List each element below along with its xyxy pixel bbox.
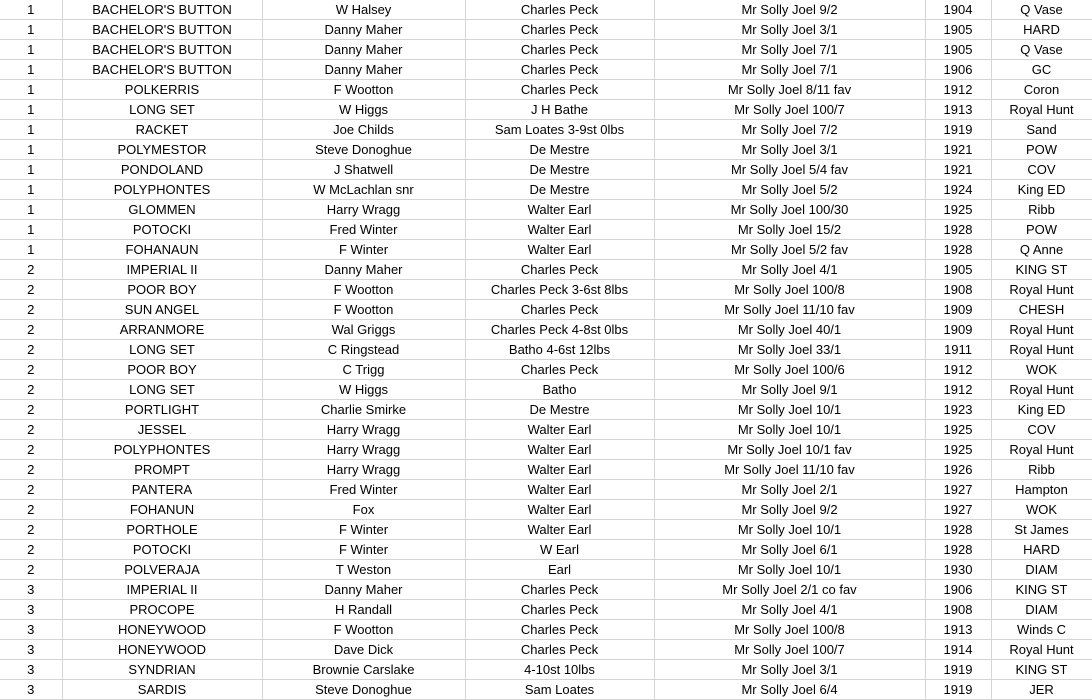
race-cell[interactable]: Q Vase	[991, 40, 1092, 60]
horse-cell[interactable]: POOR BOY	[62, 280, 262, 300]
race-cell[interactable]: COV	[991, 160, 1092, 180]
place-cell[interactable]: 2	[0, 380, 62, 400]
jockey-cell[interactable]: Harry Wragg	[262, 200, 465, 220]
year-cell[interactable]: 1908	[925, 600, 991, 620]
race-cell[interactable]: Ribb	[991, 200, 1092, 220]
owner-odds-cell[interactable]: Mr Solly Joel 9/2	[654, 500, 925, 520]
year-cell[interactable]: 1928	[925, 540, 991, 560]
jockey-cell[interactable]: F Winter	[262, 240, 465, 260]
year-cell[interactable]: 1906	[925, 580, 991, 600]
table-row	[0, 160, 1092, 180]
place-cell[interactable]: 1	[0, 40, 62, 60]
trainer-cell[interactable]: Charles Peck	[465, 80, 654, 100]
jockey-cell[interactable]: Danny Maher	[262, 580, 465, 600]
owner-odds-cell[interactable]: Mr Solly Joel 15/2	[654, 220, 925, 240]
year-cell[interactable]: 1913	[925, 100, 991, 120]
table-row	[0, 0, 1092, 20]
year-cell[interactable]: 1911	[925, 340, 991, 360]
place-cell[interactable]: 2	[0, 400, 62, 420]
horse-cell[interactable]: POLKERRIS	[62, 80, 262, 100]
jockey-cell[interactable]: Joe Childs	[262, 120, 465, 140]
horse-cell[interactable]: PORTHOLE	[62, 520, 262, 540]
jockey-cell[interactable]: Harry Wragg	[262, 460, 465, 480]
trainer-cell[interactable]: Charles Peck	[465, 60, 654, 80]
place-cell[interactable]: 1	[0, 220, 62, 240]
place-cell[interactable]: 2	[0, 260, 62, 280]
jockey-cell[interactable]: F Wootton	[262, 280, 465, 300]
year-cell[interactable]: 1919	[925, 680, 991, 700]
table-row	[0, 180, 1092, 200]
horse-cell[interactable]: BACHELOR'S BUTTON	[62, 0, 262, 20]
jockey-cell[interactable]: F Wootton	[262, 620, 465, 640]
place-cell[interactable]: 1	[0, 100, 62, 120]
jockey-cell[interactable]: Harry Wragg	[262, 440, 465, 460]
horse-cell[interactable]: LONG SET	[62, 100, 262, 120]
jockey-cell[interactable]: W Higgs	[262, 380, 465, 400]
year-cell[interactable]: 1930	[925, 560, 991, 580]
jockey-cell[interactable]: Dave Dick	[262, 640, 465, 660]
year-cell[interactable]: 1928	[925, 240, 991, 260]
year-cell[interactable]: 1912	[925, 360, 991, 380]
horse-cell[interactable]: POOR BOY	[62, 360, 262, 380]
jockey-cell[interactable]: Fred Winter	[262, 220, 465, 240]
owner-odds-cell[interactable]: Mr Solly Joel 100/8	[654, 620, 925, 640]
horse-cell[interactable]: FOHANAUN	[62, 240, 262, 260]
trainer-cell[interactable]: 4-10st 10lbs	[465, 660, 654, 680]
table-row	[0, 140, 1092, 160]
race-cell[interactable]: King ED	[991, 400, 1092, 420]
horse-cell[interactable]: HONEYWOOD	[62, 620, 262, 640]
race-cell[interactable]: Q Vase	[991, 0, 1092, 20]
trainer-cell[interactable]: De Mestre	[465, 400, 654, 420]
year-cell[interactable]: 1913	[925, 620, 991, 640]
year-cell[interactable]: 1921	[925, 140, 991, 160]
owner-odds-cell[interactable]: Mr Solly Joel 7/2	[654, 120, 925, 140]
race-cell[interactable]: JER	[991, 680, 1092, 700]
jockey-cell[interactable]: Brownie Carslake	[262, 660, 465, 680]
year-cell[interactable]: 1925	[925, 420, 991, 440]
horse-cell[interactable]: POLVERAJA	[62, 560, 262, 580]
jockey-cell[interactable]: Fred Winter	[262, 480, 465, 500]
race-cell[interactable]: CHESH	[991, 300, 1092, 320]
place-cell[interactable]: 1	[0, 240, 62, 260]
table-row	[0, 680, 1092, 700]
place-cell[interactable]: 2	[0, 360, 62, 380]
horse-cell[interactable]: POLYMESTOR	[62, 140, 262, 160]
year-cell[interactable]: 1909	[925, 300, 991, 320]
trainer-cell[interactable]: Earl	[465, 560, 654, 580]
owner-odds-cell[interactable]: Mr Solly Joel 4/1	[654, 600, 925, 620]
jockey-cell[interactable]: Fox	[262, 500, 465, 520]
table-row	[0, 340, 1092, 360]
year-cell[interactable]: 1926	[925, 460, 991, 480]
year-cell[interactable]: 1914	[925, 640, 991, 660]
trainer-cell[interactable]: Charles Peck 4-8st 0lbs	[465, 320, 654, 340]
horse-cell[interactable]: ARRANMORE	[62, 320, 262, 340]
race-cell[interactable]: Winds C	[991, 620, 1092, 640]
trainer-cell[interactable]: Charles Peck	[465, 600, 654, 620]
owner-odds-cell[interactable]: Mr Solly Joel 10/1	[654, 520, 925, 540]
owner-odds-cell[interactable]: Mr Solly Joel 6/1	[654, 540, 925, 560]
place-cell[interactable]: 1	[0, 80, 62, 100]
owner-odds-cell[interactable]: Mr Solly Joel 33/1	[654, 340, 925, 360]
jockey-cell[interactable]: Danny Maher	[262, 260, 465, 280]
year-cell[interactable]: 1921	[925, 160, 991, 180]
year-cell[interactable]: 1912	[925, 380, 991, 400]
year-cell[interactable]: 1908	[925, 280, 991, 300]
table-row	[0, 480, 1092, 500]
owner-odds-cell[interactable]: Mr Solly Joel 5/4 fav	[654, 160, 925, 180]
table-row	[0, 60, 1092, 80]
trainer-cell[interactable]: Walter Earl	[465, 200, 654, 220]
horse-cell[interactable]: PROCOPE	[62, 600, 262, 620]
year-cell[interactable]: 1905	[925, 260, 991, 280]
race-cell[interactable]: DIAM	[991, 600, 1092, 620]
race-cell[interactable]: POW	[991, 220, 1092, 240]
owner-odds-cell[interactable]: Mr Solly Joel 10/1	[654, 400, 925, 420]
jockey-cell[interactable]: F Winter	[262, 520, 465, 540]
table-row	[0, 260, 1092, 280]
race-cell[interactable]: COV	[991, 420, 1092, 440]
trainer-cell[interactable]: Walter Earl	[465, 440, 654, 460]
horse-cell[interactable]: SYNDRIAN	[62, 660, 262, 680]
year-cell[interactable]: 1919	[925, 120, 991, 140]
jockey-cell[interactable]: F Wootton	[262, 300, 465, 320]
trainer-cell[interactable]: Sam Loates 3-9st 0lbs	[465, 120, 654, 140]
race-cell[interactable]: Royal Hunt	[991, 640, 1092, 660]
jockey-cell[interactable]: C Trigg	[262, 360, 465, 380]
trainer-cell[interactable]: Charles Peck	[465, 40, 654, 60]
year-cell[interactable]: 1909	[925, 320, 991, 340]
horse-cell[interactable]: JESSEL	[62, 420, 262, 440]
jockey-cell[interactable]: Charlie Smirke	[262, 400, 465, 420]
race-cell[interactable]: GC	[991, 60, 1092, 80]
owner-odds-cell[interactable]: Mr Solly Joel 6/4	[654, 680, 925, 700]
race-cell[interactable]: Royal Hunt	[991, 380, 1092, 400]
trainer-cell[interactable]: Walter Earl	[465, 480, 654, 500]
horse-cell[interactable]: BACHELOR'S BUTTON	[62, 40, 262, 60]
race-cell[interactable]: KING ST	[991, 660, 1092, 680]
table-row	[0, 300, 1092, 320]
year-cell[interactable]: 1923	[925, 400, 991, 420]
place-cell[interactable]: 2	[0, 340, 62, 360]
place-cell[interactable]: 2	[0, 420, 62, 440]
owner-odds-cell[interactable]: Mr Solly Joel 11/10 fav	[654, 300, 925, 320]
trainer-cell[interactable]: Walter Earl	[465, 460, 654, 480]
owner-odds-cell[interactable]: Mr Solly Joel 5/2	[654, 180, 925, 200]
horse-cell[interactable]: SUN ANGEL	[62, 300, 262, 320]
year-cell[interactable]: 1925	[925, 440, 991, 460]
place-cell[interactable]: 3	[0, 580, 62, 600]
horse-cell[interactable]: BACHELOR'S BUTTON	[62, 60, 262, 80]
place-cell[interactable]: 2	[0, 440, 62, 460]
place-cell[interactable]: 1	[0, 200, 62, 220]
year-cell[interactable]: 1928	[925, 520, 991, 540]
place-cell[interactable]: 2	[0, 540, 62, 560]
owner-odds-cell[interactable]: Mr Solly Joel 40/1	[654, 320, 925, 340]
place-cell[interactable]: 1	[0, 0, 62, 20]
table-row	[0, 640, 1092, 660]
race-cell[interactable]: Coron	[991, 80, 1092, 100]
year-cell[interactable]: 1927	[925, 480, 991, 500]
table-row	[0, 20, 1092, 40]
owner-odds-cell[interactable]: Mr Solly Joel 7/1	[654, 60, 925, 80]
place-cell[interactable]: 2	[0, 460, 62, 480]
jockey-cell[interactable]: F Winter	[262, 540, 465, 560]
jockey-cell[interactable]: H Randall	[262, 600, 465, 620]
table-row	[0, 80, 1092, 100]
place-cell[interactable]: 3	[0, 600, 62, 620]
place-cell[interactable]: 2	[0, 480, 62, 500]
horse-cell[interactable]: PONDOLAND	[62, 160, 262, 180]
place-cell[interactable]: 1	[0, 140, 62, 160]
year-cell[interactable]: 1925	[925, 200, 991, 220]
place-cell[interactable]: 1	[0, 60, 62, 80]
table-row	[0, 120, 1092, 140]
place-cell[interactable]: 2	[0, 500, 62, 520]
horse-cell[interactable]: IMPERIAL II	[62, 260, 262, 280]
jockey-cell[interactable]: Wal Griggs	[262, 320, 465, 340]
horse-cell[interactable]: POTOCKI	[62, 540, 262, 560]
table-row	[0, 500, 1092, 520]
race-cell[interactable]: Ribb	[991, 460, 1092, 480]
trainer-cell[interactable]: Charles Peck 3-6st 8lbs	[465, 280, 654, 300]
trainer-cell[interactable]: Charles Peck	[465, 20, 654, 40]
horse-cell[interactable]: IMPERIAL II	[62, 580, 262, 600]
table-row	[0, 540, 1092, 560]
table-row	[0, 440, 1092, 460]
trainer-cell[interactable]: Walter Earl	[465, 500, 654, 520]
year-cell[interactable]: 1904	[925, 0, 991, 20]
owner-odds-cell[interactable]: Mr Solly Joel 2/1	[654, 480, 925, 500]
table-row	[0, 400, 1092, 420]
trainer-cell[interactable]: Charles Peck	[465, 260, 654, 280]
horse-cell[interactable]: FOHANUN	[62, 500, 262, 520]
trainer-cell[interactable]: Walter Earl	[465, 420, 654, 440]
owner-odds-cell[interactable]: Mr Solly Joel 8/11 fav	[654, 80, 925, 100]
owner-odds-cell[interactable]: Mr Solly Joel 100/7	[654, 640, 925, 660]
place-cell[interactable]: 2	[0, 280, 62, 300]
owner-odds-cell[interactable]: Mr Solly Joel 9/2	[654, 0, 925, 20]
owner-odds-cell[interactable]: Mr Solly Joel 3/1	[654, 20, 925, 40]
table-row	[0, 580, 1092, 600]
horse-cell[interactable]: PROMPT	[62, 460, 262, 480]
horse-cell[interactable]: POLYPHONTES	[62, 180, 262, 200]
race-cell[interactable]: St James	[991, 520, 1092, 540]
jockey-cell[interactable]: W Higgs	[262, 100, 465, 120]
horse-cell[interactable]: RACKET	[62, 120, 262, 140]
race-cell[interactable]: Hampton	[991, 480, 1092, 500]
place-cell[interactable]: 1	[0, 180, 62, 200]
owner-odds-cell[interactable]: Mr Solly Joel 11/10 fav	[654, 460, 925, 480]
jockey-cell[interactable]: Steve Donoghue	[262, 140, 465, 160]
trainer-cell[interactable]: Walter Earl	[465, 220, 654, 240]
year-cell[interactable]: 1927	[925, 500, 991, 520]
race-cell[interactable]: POW	[991, 140, 1092, 160]
trainer-cell[interactable]: J H Bathe	[465, 100, 654, 120]
owner-odds-cell[interactable]: Mr Solly Joel 9/1	[654, 380, 925, 400]
trainer-cell[interactable]: Charles Peck	[465, 640, 654, 660]
race-cell[interactable]: Royal Hunt	[991, 100, 1092, 120]
horse-cell[interactable]: LONG SET	[62, 340, 262, 360]
place-cell[interactable]: 1	[0, 20, 62, 40]
place-cell[interactable]: 2	[0, 320, 62, 340]
owner-odds-cell[interactable]: Mr Solly Joel 2/1 co fav	[654, 580, 925, 600]
jockey-cell[interactable]: C Ringstead	[262, 340, 465, 360]
owner-odds-cell[interactable]: Mr Solly Joel 3/1	[654, 660, 925, 680]
table-row	[0, 460, 1092, 480]
trainer-cell[interactable]: Charles Peck	[465, 360, 654, 380]
place-cell[interactable]: 3	[0, 640, 62, 660]
table-row	[0, 380, 1092, 400]
year-cell[interactable]: 1906	[925, 60, 991, 80]
year-cell[interactable]: 1905	[925, 20, 991, 40]
owner-odds-cell[interactable]: Mr Solly Joel 5/2 fav	[654, 240, 925, 260]
table-row	[0, 560, 1092, 580]
table-row	[0, 600, 1092, 620]
year-cell[interactable]: 1924	[925, 180, 991, 200]
horse-cell[interactable]: BACHELOR'S BUTTON	[62, 20, 262, 40]
race-cell[interactable]: King ED	[991, 180, 1092, 200]
race-cell[interactable]: DIAM	[991, 560, 1092, 580]
race-cell[interactable]: KING ST	[991, 580, 1092, 600]
race-cell[interactable]: WOK	[991, 360, 1092, 380]
trainer-cell[interactable]: W Earl	[465, 540, 654, 560]
place-cell[interactable]: 1	[0, 160, 62, 180]
owner-odds-cell[interactable]: Mr Solly Joel 3/1	[654, 140, 925, 160]
table-row	[0, 620, 1092, 640]
trainer-cell[interactable]: Charles Peck	[465, 620, 654, 640]
trainer-cell[interactable]: Walter Earl	[465, 240, 654, 260]
trainer-cell[interactable]: Batho 4-6st 12lbs	[465, 340, 654, 360]
race-cell[interactable]: HARD	[991, 20, 1092, 40]
table-row	[0, 100, 1092, 120]
table-row	[0, 220, 1092, 240]
jockey-cell[interactable]: W Halsey	[262, 0, 465, 20]
year-cell[interactable]: 1912	[925, 80, 991, 100]
horse-cell[interactable]: POLYPHONTES	[62, 440, 262, 460]
table-row	[0, 40, 1092, 60]
place-cell[interactable]: 3	[0, 680, 62, 700]
place-cell[interactable]: 2	[0, 300, 62, 320]
trainer-cell[interactable]: Charles Peck	[465, 580, 654, 600]
trainer-cell[interactable]: De Mestre	[465, 160, 654, 180]
jockey-cell[interactable]: Steve Donoghue	[262, 680, 465, 700]
jockey-cell[interactable]: Danny Maher	[262, 20, 465, 40]
jockey-cell[interactable]: W McLachlan snr	[262, 180, 465, 200]
jockey-cell[interactable]: Danny Maher	[262, 60, 465, 80]
owner-odds-cell[interactable]: Mr Solly Joel 100/8	[654, 280, 925, 300]
table-row	[0, 320, 1092, 340]
owner-odds-cell[interactable]: Mr Solly Joel 100/6	[654, 360, 925, 380]
place-cell[interactable]: 3	[0, 660, 62, 680]
race-cell[interactable]: Royal Hunt	[991, 280, 1092, 300]
place-cell[interactable]: 3	[0, 620, 62, 640]
race-cell[interactable]: Sand	[991, 120, 1092, 140]
horse-cell[interactable]: SARDIS	[62, 680, 262, 700]
trainer-cell[interactable]: Batho	[465, 380, 654, 400]
trainer-cell[interactable]: Charles Peck	[465, 0, 654, 20]
table-row	[0, 660, 1092, 680]
race-cell[interactable]: Royal Hunt	[991, 320, 1092, 340]
horse-cell[interactable]: POTOCKI	[62, 220, 262, 240]
jockey-cell[interactable]: Danny Maher	[262, 40, 465, 60]
owner-odds-cell[interactable]: Mr Solly Joel 10/1 fav	[654, 440, 925, 460]
trainer-cell[interactable]: Sam Loates	[465, 680, 654, 700]
owner-odds-cell[interactable]: Mr Solly Joel 7/1	[654, 40, 925, 60]
race-cell[interactable]: HARD	[991, 540, 1092, 560]
year-cell[interactable]: 1905	[925, 40, 991, 60]
jockey-cell[interactable]: F Wootton	[262, 80, 465, 100]
jockey-cell[interactable]: Harry Wragg	[262, 420, 465, 440]
horse-cell[interactable]: PANTERA	[62, 480, 262, 500]
place-cell[interactable]: 2	[0, 560, 62, 580]
table-row	[0, 420, 1092, 440]
place-cell[interactable]: 1	[0, 120, 62, 140]
table-row	[0, 200, 1092, 220]
horse-cell[interactable]: GLOMMEN	[62, 200, 262, 220]
horse-cell[interactable]: LONG SET	[62, 380, 262, 400]
year-cell[interactable]: 1919	[925, 660, 991, 680]
owner-odds-cell[interactable]: Mr Solly Joel 10/1	[654, 560, 925, 580]
year-cell[interactable]: 1928	[925, 220, 991, 240]
trainer-cell[interactable]: Charles Peck	[465, 300, 654, 320]
table-row	[0, 520, 1092, 540]
trainer-cell[interactable]: De Mestre	[465, 140, 654, 160]
table-row	[0, 240, 1092, 260]
jockey-cell[interactable]: J Shatwell	[262, 160, 465, 180]
horse-cell[interactable]: PORTLIGHT	[62, 400, 262, 420]
race-cell[interactable]: KING ST	[991, 260, 1092, 280]
horse-cell[interactable]: HONEYWOOD	[62, 640, 262, 660]
race-cell[interactable]: Royal Hunt	[991, 440, 1092, 460]
trainer-cell[interactable]: De Mestre	[465, 180, 654, 200]
owner-odds-cell[interactable]: Mr Solly Joel 100/30	[654, 200, 925, 220]
owner-odds-cell[interactable]: Mr Solly Joel 4/1	[654, 260, 925, 280]
table-row	[0, 280, 1092, 300]
owner-odds-cell[interactable]: Mr Solly Joel 100/7	[654, 100, 925, 120]
owner-odds-cell[interactable]: Mr Solly Joel 10/1	[654, 420, 925, 440]
trainer-cell[interactable]: Walter Earl	[465, 520, 654, 540]
place-cell[interactable]: 2	[0, 520, 62, 540]
race-cell[interactable]: WOK	[991, 500, 1092, 520]
race-cell[interactable]: Royal Hunt	[991, 340, 1092, 360]
race-cell[interactable]: Q Anne	[991, 240, 1092, 260]
jockey-cell[interactable]: T Weston	[262, 560, 465, 580]
table-row	[0, 360, 1092, 380]
